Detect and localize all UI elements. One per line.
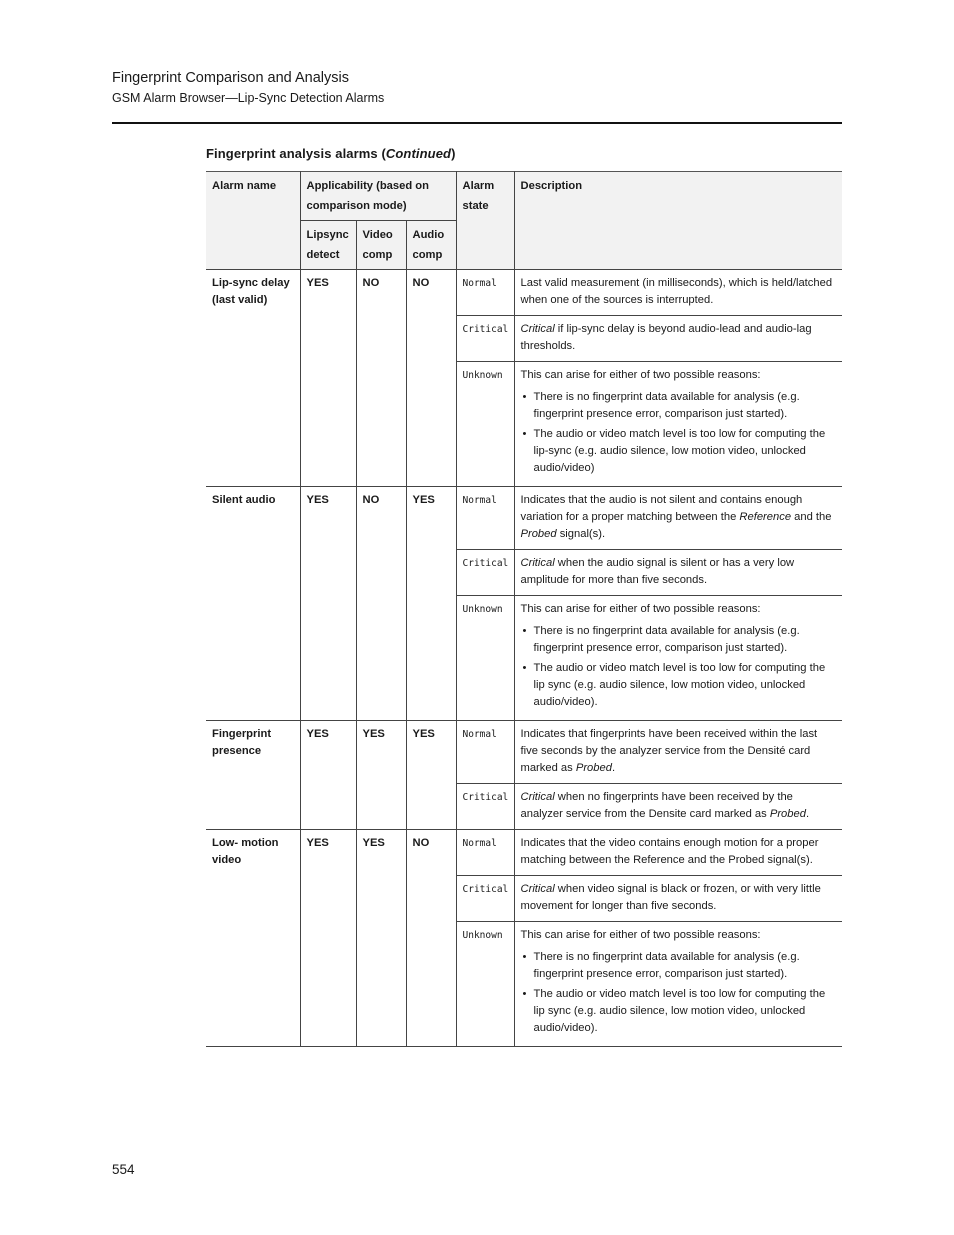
description-cell: Last valid measurement (in milliseconds), which is held/latched when one of the sources is interrupted. bbox=[514, 270, 842, 316]
reason-list bbox=[521, 949, 837, 1037]
alarm-state-cell: Normal bbox=[456, 721, 514, 784]
list-item: • The audio or video match level is too low for computing the lip sync (e.g. audio silence, low motion video, unlocked audio/video). bbox=[522, 988, 826, 1034]
list-item: • There is no fingerprint data available for analysis (e.g. fingerprint presence error, comparison just started). bbox=[522, 625, 800, 654]
description-cell: Critical if lip-sync delay is beyond audio-lead and audio-lag thresholds. bbox=[514, 316, 842, 362]
alarm-name-cell: Fingerprint presence bbox=[206, 721, 300, 830]
alarm-name-cell: Low- motion video bbox=[206, 830, 300, 1047]
lipsync-cell: YES bbox=[300, 830, 356, 1047]
alarm-state-cell: Critical bbox=[456, 784, 514, 830]
table-caption: Fingerprint analysis alarms (Continued) bbox=[206, 146, 456, 161]
alarm-name-cell: Lip-sync delay (last valid) bbox=[206, 270, 300, 487]
description-cell: Critical when no fingerprints have been received by the analyzer service from the Densite card marked as Probed. bbox=[514, 784, 842, 830]
video-cell: YES bbox=[356, 830, 406, 1047]
audio-cell: NO bbox=[406, 270, 456, 487]
table-row bbox=[206, 830, 842, 876]
alarm-state-cell: Critical bbox=[456, 876, 514, 922]
lipsync-cell: YES bbox=[300, 487, 356, 721]
video-cell: YES bbox=[356, 721, 406, 830]
chapter-title: Fingerprint Comparison and Analysis bbox=[112, 70, 349, 86]
list-item: • There is no fingerprint data available for analysis (e.g. fingerprint presence error, comparison just started). bbox=[522, 391, 800, 420]
header-applicability: Applicability (based on comparison mode) bbox=[300, 172, 456, 221]
reason-list bbox=[521, 389, 837, 477]
caption-continued: Continued bbox=[385, 146, 452, 161]
description-cell: This can arise for either of two possible reasons: • There is no fingerprint data available for analysis (e.g. fingerprint presence error, comparison just started). • The audio or video match level is too low for computing the lip sync (e.g. audio silence, low motion video, unlocked audio/video). bbox=[514, 596, 842, 721]
header-audio: Audio comp bbox=[406, 221, 456, 270]
description-cell: This can arise for either of two possible reasons: • There is no fingerprint data available for analysis (e.g. fingerprint presence error, comparison just started). • The audio or video match level is too low for computing the lip-sync (e.g. audio silence, low motion video, unlocked audio/video) bbox=[514, 362, 842, 487]
alarm-state-cell: Normal bbox=[456, 270, 514, 316]
alarm-state-cell: Unknown bbox=[456, 922, 514, 1047]
description-cell: This can arise for either of two possible reasons: • There is no fingerprint data available for analysis (e.g. fingerprint presence error, comparison just started). • The audio or video match level is too low for computing the lip sync (e.g. audio silence, low motion video, unlocked audio/video). bbox=[514, 922, 842, 1047]
alarm-state-cell: Normal bbox=[456, 830, 514, 876]
audio-cell: NO bbox=[406, 830, 456, 1047]
description-cell: Indicates that the video contains enough motion for a proper matching between the Reference and the Probed signal(s). bbox=[514, 830, 842, 876]
table-row bbox=[206, 270, 842, 316]
header-lipsync: Lipsync detect bbox=[300, 221, 356, 270]
list-item: • The audio or video match level is too low for computing the lip-sync (e.g. audio silence, low motion video, unlocked audio/video) bbox=[522, 428, 826, 474]
video-cell: NO bbox=[356, 270, 406, 487]
reason-list bbox=[521, 623, 837, 711]
header-alarm-name: Alarm name bbox=[206, 172, 300, 270]
alarm-state-cell: Unknown bbox=[456, 362, 514, 487]
header-rule bbox=[112, 122, 842, 124]
page-number: 554 bbox=[112, 1162, 135, 1177]
alarm-state-cell: Critical bbox=[456, 550, 514, 596]
video-cell: NO bbox=[356, 487, 406, 721]
alarm-state-cell: Normal bbox=[456, 487, 514, 550]
header-alarm-state: Alarm state bbox=[456, 172, 514, 270]
description-cell: Critical when video signal is black or frozen, or with very little movement for longer than five seconds. bbox=[514, 876, 842, 922]
audio-cell: YES bbox=[406, 721, 456, 830]
table-row bbox=[206, 721, 842, 784]
description-cell: Critical when the audio signal is silent or has a very low amplitude for more than five seconds. bbox=[514, 550, 842, 596]
header-video: Video comp bbox=[356, 221, 406, 270]
table-row bbox=[206, 487, 842, 550]
list-item: • There is no fingerprint data available for analysis (e.g. fingerprint presence error, comparison just started). bbox=[522, 951, 800, 980]
description-cell: Indicates that the audio is not silent and contains enough variation for a proper matching between the Reference and the Probed signal(s). bbox=[514, 487, 842, 550]
list-item: • The audio or video match level is too low for computing the lip sync (e.g. audio silence, low motion video, unlocked audio/video). bbox=[522, 662, 826, 708]
alarm-state-cell: Critical bbox=[456, 316, 514, 362]
audio-cell: YES bbox=[406, 487, 456, 721]
lipsync-cell: YES bbox=[300, 721, 356, 830]
section-subtitle: GSM Alarm Browser—Lip-Sync Detection Alarms bbox=[112, 91, 385, 105]
header-description: Description bbox=[514, 172, 842, 270]
alarm-state-cell: Unknown bbox=[456, 596, 514, 721]
lipsync-cell: YES bbox=[300, 270, 356, 487]
alarm-name-cell: Silent audio bbox=[206, 487, 300, 721]
description-cell: Indicates that fingerprints have been received within the last five seconds by the analyzer service from the Densité card marked as Probed. bbox=[514, 721, 842, 784]
alarms-table bbox=[206, 171, 842, 1047]
